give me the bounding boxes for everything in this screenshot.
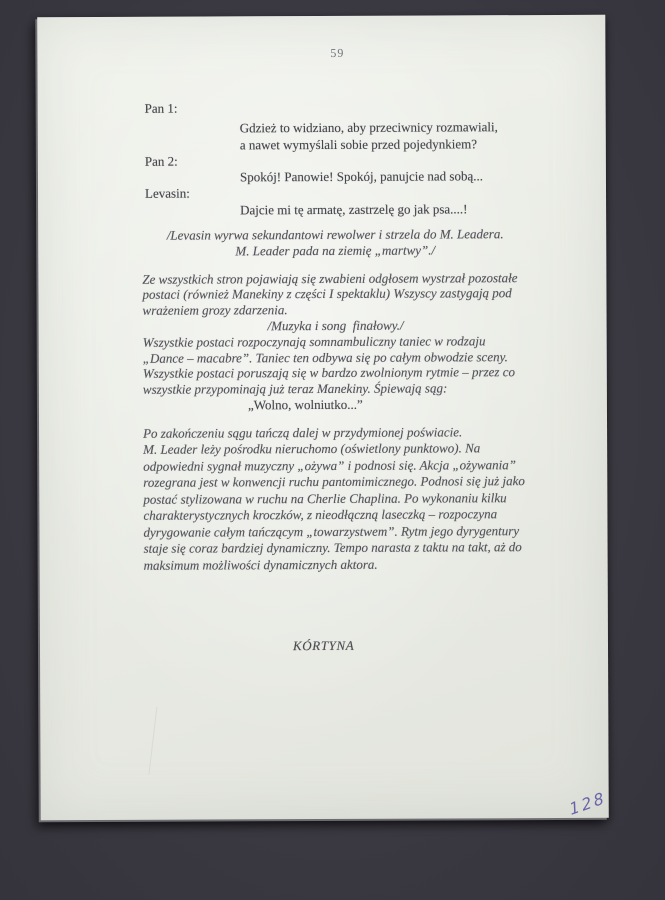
text-line: „Wolno, wolniutko...”	[247, 396, 363, 413]
text-line: Dajcie mi tę armatę, zastrzelę go jak psa....!	[240, 201, 468, 218]
text-line: /Muzyka i song finałowy./	[267, 317, 404, 334]
text-line: staje się coraz bardziej dynamiczny. Tempo narasta z taktu na takt, aż do	[143, 539, 522, 557]
text-line: postać stylizowana w ruchu na Cherlie Chaplina. Po wykonaniu kilku	[143, 490, 507, 507]
text-line: Pan 1:	[144, 100, 178, 116]
handwritten-page-number: 128	[567, 787, 608, 819]
text-line: charakterystycznych kroczków, z nieodłączną laseczką – rozpoczyna	[143, 506, 498, 524]
text-line: Wszystkie postaci rozpoczynają somnambuliczny taniec w rodzaju	[142, 333, 486, 350]
text-line: M. Leader pada na ziemię „martwy”./	[235, 242, 436, 259]
page-number: 59	[330, 45, 345, 60]
block-stage-direction-centered	[142, 226, 528, 260]
paper-crease	[148, 707, 157, 775]
text-line: M. Leader leży pośrodku nieruchomo (oświetlony punktowo). Na	[143, 440, 481, 458]
text-line: KÓRTYNA	[292, 638, 355, 654]
document-page	[37, 15, 608, 820]
text-line: a nawet wymyślali sobie przed pojedynkiem?	[239, 135, 478, 152]
text-line: odpowiedni sygnał muzyczny „ożywa” i podnosi się. Akcja „ożywania”	[143, 457, 517, 474]
text-line: postaci (również Manekiny z części I spektaklu) Wszyscy zastygają pod	[142, 285, 512, 303]
page-text	[142, 99, 530, 655]
text-line: wrażeniem grozy zdarzenia.	[142, 302, 288, 319]
text-line: /Levasin wyrwa sekundantowi rewolwer i strzela do M. Leadera.	[166, 226, 504, 243]
text-line: Ze wszystkich stron pojawiają się zwabieni odgłosem wystrzał pozostałe	[142, 269, 518, 287]
text-line: Po zakończeniu sągu tańczą dalej w przydymionej poświacie.	[143, 424, 463, 441]
text-line: Spokój! Panowie! Spokój, panujcie nad sobą...	[239, 168, 483, 185]
text-line: wszystkie przypominają już teraz Manekiny. Śpiewają sąg:	[142, 380, 448, 398]
block-curtain	[144, 637, 530, 655]
text-line: dyrygowanie całym tańczącym „towarzystwem”. Rytm jego dyrygentury	[143, 522, 520, 540]
block-dialogue	[142, 99, 529, 219]
text-line: Gdzież to widziano, aby przeciwnicy rozmawiali,	[239, 119, 498, 136]
text-line: rozegrana jest w konwencji ruchu pantomimicznego. Podnosi się już jako	[143, 473, 525, 491]
text-line: Levasin:	[144, 186, 190, 202]
text-line: „Dance – macabre”. Taniec ten odbywa się po całym obwodzie sceny.	[142, 348, 508, 366]
text-line: maksimum możliwości dynamicznych aktora.	[143, 556, 378, 573]
text-line: Wszystkie postaci poruszają się w bardzo zwolnionym rytmie – przez co	[142, 364, 516, 382]
block-stage-direction-1	[142, 270, 529, 414]
block-stage-direction-2	[143, 424, 530, 574]
text-line: Pan 2:	[144, 153, 178, 169]
